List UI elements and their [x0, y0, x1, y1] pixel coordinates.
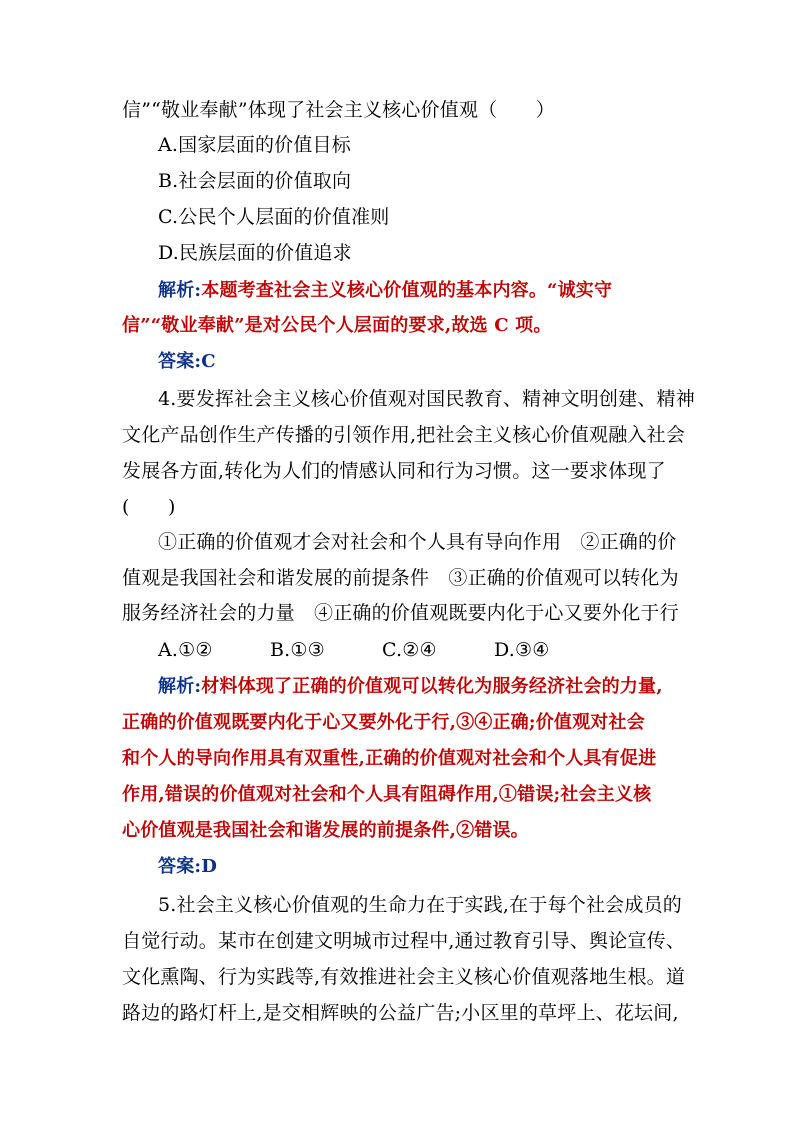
q3-option-b: B.社会层面的价值取向	[158, 170, 352, 192]
q5-stem-line-3: 文化熏陶、行为实践等,有效推进社会主义核心价值观落地生根。道	[122, 966, 686, 988]
q4-stem-line-4: ( )	[122, 496, 176, 518]
q5-stem-line-2: 自觉行动。某市在创建文明城市过程中,通过教育引导、舆论宣传、	[122, 930, 686, 952]
q4-analysis-line-3: 和个人的导向作用具有双重性,正确的价值观对社会和个人具有促进	[122, 748, 657, 769]
q3-stem: 信”“敬业奉献”体现了社会主义核心价值观（ ）	[122, 99, 555, 121]
q3-option-a: A.国家层面的价值目标	[158, 134, 351, 156]
q4-analysis-line-2: 正确的价值观既要内化于心又要外化于行,③④正确;价值观对社会	[122, 712, 645, 733]
q4-analysis-line-4: 作用,错误的价值观对社会和个人具有阻碍作用,①错误;社会主义核	[122, 784, 652, 805]
q3-answer-value: C	[201, 351, 216, 372]
q4-stem-line-3: 发展各方面,转化为人们的情感认同和行为习惯。这一要求体现了	[122, 460, 666, 482]
q3-analysis-label: 解析:	[158, 280, 202, 301]
q3-analysis-line-1	[158, 279, 612, 303]
q5-stem-line-1: 5.社会主义核心价值观的生命力在于实践,在于每个社会成员的	[158, 894, 682, 916]
q4-choices	[158, 638, 549, 662]
q3-analysis-text-1: 本题考查社会主义核心价值观的基本内容。“诚实守	[201, 280, 613, 301]
q4-stem-line-1: 4.要发挥社会主义核心价值观对国民教育、精神文明创建、精神	[158, 388, 695, 410]
q3-answer-label: 答案:	[158, 351, 202, 372]
q4-analysis-line-5: 心价值观是我国社会和谐发展的前提条件,②错误。	[122, 820, 529, 841]
q4-answer-label: 答案:	[158, 856, 202, 877]
q4-choice-b: B.①③	[270, 639, 325, 661]
q4-statements-line-1: ①正确的价值观才会对社会和个人具有导向作用 ②正确的价	[158, 531, 677, 553]
q4-answer	[158, 855, 217, 879]
q4-choice-a: A.①②	[158, 639, 213, 661]
q4-stem-line-2: 文化产品创作生产传播的引领作用,把社会主义核心价值观融入社会	[122, 424, 686, 446]
q4-analysis-text-1: 材料体现了正确的价值观可以转化为服务经济社会的力量,	[201, 676, 663, 697]
q4-analysis-line-1	[158, 675, 663, 699]
q4-answer-value: D	[201, 856, 218, 877]
q3-option-c: C.公民个人层面的价值准则	[158, 206, 390, 228]
q4-analysis-label: 解析:	[158, 676, 202, 697]
q5-stem-line-4: 路边的路灯杆上,是交相辉映的公益广告;小区里的草坪上、花坛间,	[122, 1002, 679, 1024]
q3-option-d: D.民族层面的价值追求	[158, 242, 352, 264]
q4-statements-line-3: 服务经济社会的力量 ④正确的价值观既要内化于心又要外化于行	[122, 602, 679, 624]
q3-answer	[158, 350, 216, 374]
q3-analysis-line-2: 信”“敬业奉献”是对公民个人层面的要求,故选 C 项。	[122, 315, 552, 336]
q4-choice-c: C.②④	[382, 639, 437, 661]
q4-choice-d: D.③④	[494, 639, 550, 661]
q4-statements-line-2: 值观是我国社会和谐发展的前提条件 ③正确的价值观可以转化为	[122, 567, 679, 589]
